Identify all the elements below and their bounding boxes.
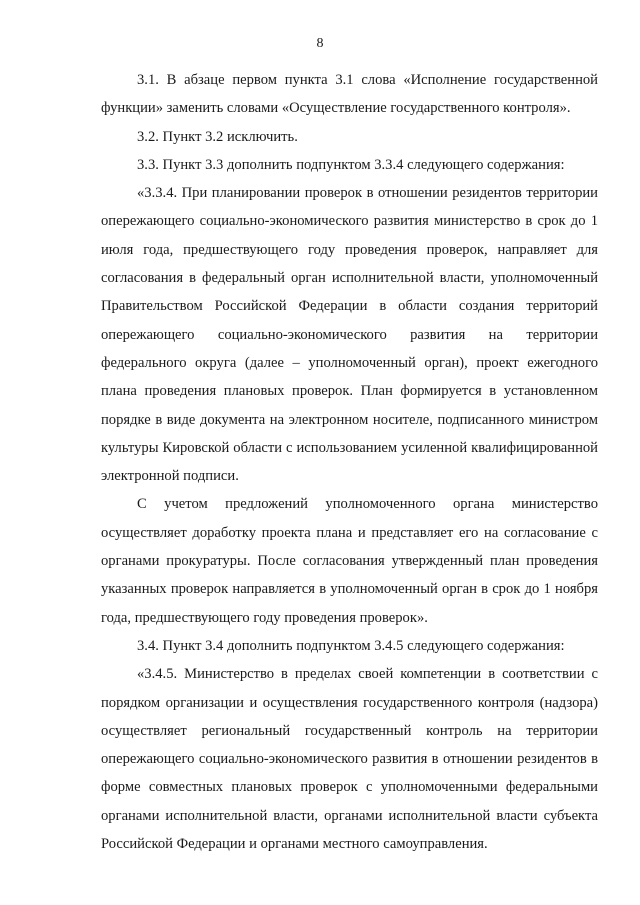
paragraph-3-4-5: «3.4.5. Министерство в пределах своей компетенции в соответствии с порядком организации и осуществления государственного контроля (надзора) осуществляет региональный государственный контроль на территории опережающего социально-экономического развития в отношении резидентов в форме совместных плановых проверок с уполномоченными федеральными органами исполнительной власти, органами исполнительной власти субъекта Российской Федерации и органами местного самоуправления. bbox=[101, 666, 598, 853]
paragraph-3-4: 3.4. Пункт 3.4 дополнить подпунктом 3.4.5 следующего содержания: bbox=[137, 637, 565, 654]
paragraph-3-1: 3.1. В абзаце первом пункта 3.1 слова «Исполнение государственной функции» заменить словами «Осуществление государственного контроля». bbox=[101, 72, 598, 117]
paragraph-3-2: 3.2. Пункт 3.2 исключить. bbox=[137, 128, 298, 145]
paragraph-3-3-4: «3.3.4. При планировании проверок в отношении резидентов территории опережающего социально-экономического развития министерство в срок до 1 июля года, предшествующего году проведения проверок, направляет для согласования в федеральный орган исполнительной власти, уполномоченный Правительством Российской Федерации в области создания территорий опережающего социально-экономического развития на территории федерального округа (далее – уполномоченный орган), проект ежегодного плана проведения плановых проверок. План формируется в установленном порядке в виде документа на электронном носителе, подписанного министром культуры Кировской области с использованием усиленной квалифицированной электронной подписи. bbox=[101, 185, 598, 485]
paragraph-3-3-4-continued: С учетом предложений уполномоченного органа министерство осуществляет доработку проекта плана и представляет его на согласование с органами прокуратуры. После согласования утвержденный план проведения указанных проверок направляется в уполномоченный орган в срок до 1 ноября года, предшествующего году проведения проверок». bbox=[101, 496, 598, 626]
page-number: 8 bbox=[316, 36, 324, 51]
document-body bbox=[101, 66, 598, 858]
paragraph-3-3: 3.3. Пункт 3.3 дополнить подпунктом 3.3.4 следующего содержания: bbox=[137, 156, 565, 173]
